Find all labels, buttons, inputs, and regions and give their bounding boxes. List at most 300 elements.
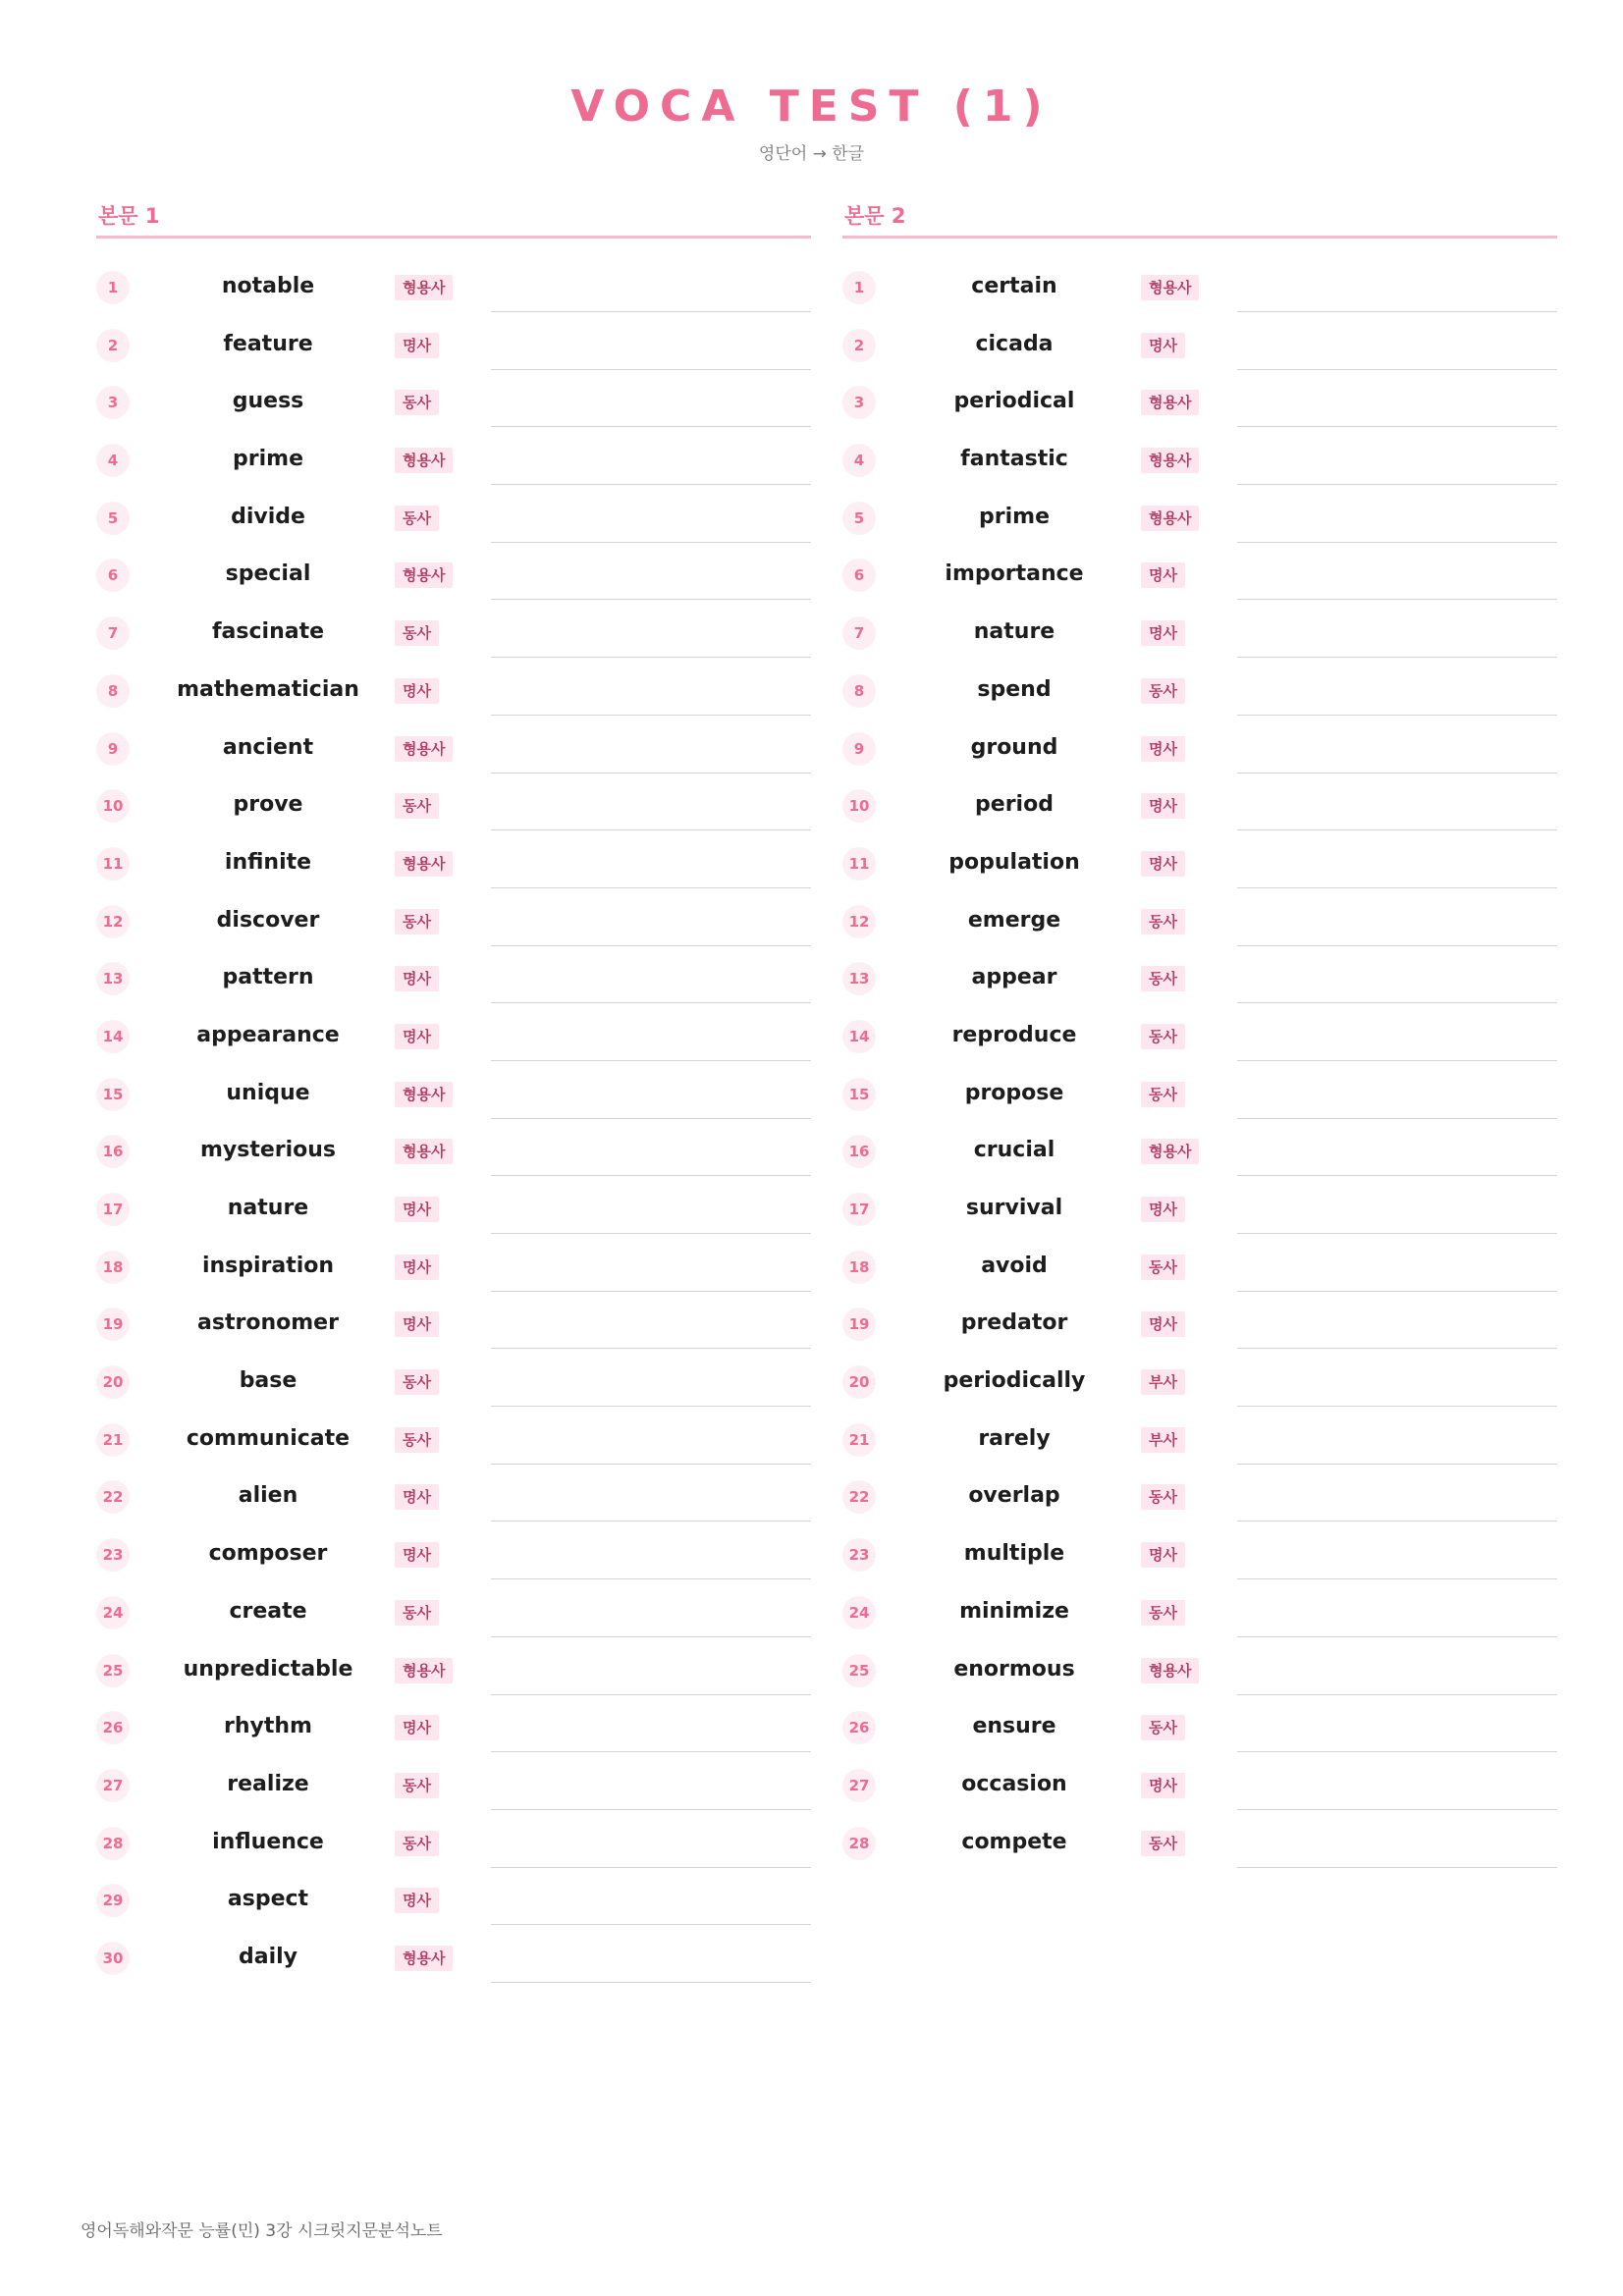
answer-line[interactable]	[1237, 773, 1557, 774]
vocab-word: inspiration	[201, 1253, 335, 1278]
vocab-row	[96, 1178, 811, 1236]
part-of-speech-tag: 명사	[395, 1715, 439, 1740]
vocab-row	[842, 1409, 1557, 1467]
item-number-badge: 5	[842, 502, 876, 535]
answer-line[interactable]	[491, 542, 811, 543]
answer-line[interactable]	[1237, 1694, 1557, 1695]
answer-line[interactable]	[1237, 311, 1557, 312]
vocab-word: ensure	[972, 1714, 1056, 1739]
answer-line[interactable]	[1237, 1521, 1557, 1522]
vocab-word: importance	[945, 561, 1084, 587]
answer-line[interactable]	[491, 1348, 811, 1349]
vocab-word: ground	[970, 734, 1058, 760]
vocab-row	[842, 1120, 1557, 1178]
item-number-badge: 1	[842, 271, 876, 304]
part-of-speech-tag: 명사	[395, 1255, 439, 1280]
vocab-word: discover	[216, 907, 320, 933]
vocab-row	[842, 1293, 1557, 1351]
vocab-word: mathematician	[177, 676, 359, 702]
vocab-word: occasion	[961, 1771, 1067, 1796]
item-number-badge: 11	[842, 847, 876, 881]
answer-line[interactable]	[491, 1406, 811, 1407]
answer-line[interactable]	[1237, 1118, 1557, 1119]
vocab-row	[96, 1696, 811, 1754]
vocab-row	[842, 1178, 1557, 1236]
answer-line[interactable]	[1237, 1233, 1557, 1234]
part-of-speech-tag: 형용사	[395, 851, 453, 877]
item-number-badge: 12	[842, 905, 876, 938]
vocab-row	[842, 890, 1557, 948]
part-of-speech-tag: 부사	[1141, 1427, 1185, 1453]
part-of-speech-tag: 형용사	[1141, 448, 1199, 473]
answer-line[interactable]	[1237, 426, 1557, 427]
item-number-badge: 21	[96, 1423, 130, 1457]
part-of-speech-tag: 동사	[1141, 909, 1185, 934]
answer-line[interactable]	[1237, 369, 1557, 370]
vocab-word: composer	[208, 1541, 328, 1567]
part-of-speech-tag: 형용사	[1141, 1139, 1199, 1164]
item-number-badge: 5	[96, 502, 130, 535]
vocab-row	[842, 487, 1557, 545]
part-of-speech-tag: 형용사	[1141, 390, 1199, 415]
vocab-word: emerge	[967, 907, 1061, 933]
vocab-row	[96, 1581, 811, 1639]
part-of-speech-tag: 형용사	[395, 275, 453, 300]
vocab-row	[842, 947, 1557, 1005]
vocab-row	[96, 1869, 811, 1927]
vocab-word: prime	[979, 504, 1050, 529]
item-number-badge: 28	[842, 1827, 876, 1860]
vocab-word: infinite	[224, 849, 312, 875]
vocab-row	[96, 890, 811, 948]
vocab-row	[96, 832, 811, 890]
item-number-badge: 15	[842, 1078, 876, 1111]
part-of-speech-tag: 명사	[1141, 620, 1185, 646]
vocab-word: appearance	[196, 1022, 340, 1047]
item-number-badge: 16	[842, 1135, 876, 1168]
answer-line[interactable]	[1237, 1809, 1557, 1810]
part-of-speech-tag: 부사	[1141, 1369, 1185, 1395]
answer-line[interactable]	[491, 1751, 811, 1752]
item-number-badge: 13	[842, 962, 876, 995]
vocab-word: prime	[233, 447, 303, 472]
vocab-word: feature	[223, 331, 313, 356]
vocab-row	[842, 1236, 1557, 1294]
vocab-word: aspect	[227, 1887, 309, 1912]
part-of-speech-tag: 동사	[395, 620, 439, 646]
part-of-speech-tag: 명사	[395, 1024, 439, 1049]
vocab-row	[96, 947, 811, 1005]
vocab-word: predator	[960, 1310, 1068, 1336]
item-number-badge: 2	[842, 329, 876, 362]
answer-line[interactable]	[1237, 599, 1557, 600]
vocab-word: astronomer	[197, 1310, 339, 1336]
answer-line[interactable]	[1237, 1751, 1557, 1752]
item-number-badge: 29	[96, 1884, 130, 1917]
vocab-row	[96, 1236, 811, 1294]
answer-line[interactable]	[1237, 1406, 1557, 1407]
part-of-speech-tag: 동사	[1141, 1715, 1185, 1740]
vocab-row	[96, 660, 811, 718]
item-number-badge: 22	[96, 1480, 130, 1514]
part-of-speech-tag: 명사	[1141, 1197, 1185, 1222]
item-number-badge: 23	[96, 1538, 130, 1572]
vocab-word: overlap	[968, 1483, 1060, 1509]
vocab-word: pattern	[222, 965, 314, 990]
part-of-speech-tag: 동사	[1141, 1831, 1185, 1856]
answer-line[interactable]	[491, 1118, 811, 1119]
vocab-word: communicate	[186, 1425, 351, 1451]
vocab-row	[96, 1639, 811, 1697]
part-of-speech-tag: 명사	[1141, 851, 1185, 877]
answer-line[interactable]	[1237, 1348, 1557, 1349]
item-number-badge: 6	[842, 559, 876, 592]
vocab-word: unpredictable	[183, 1656, 353, 1682]
item-number-badge: 27	[96, 1769, 130, 1802]
vocab-word: survival	[965, 1196, 1063, 1220]
answer-line[interactable]	[491, 1521, 811, 1522]
vocab-row	[96, 256, 811, 314]
vocab-row	[96, 429, 811, 487]
vocab-word: guess	[232, 389, 304, 414]
answer-line[interactable]	[491, 1924, 811, 1925]
answer-line[interactable]	[491, 1636, 811, 1637]
item-number-badge: 16	[96, 1135, 130, 1168]
item-number-badge: 21	[842, 1423, 876, 1457]
item-number-badge: 28	[96, 1827, 130, 1860]
section-1-title: 본문 1	[96, 200, 811, 239]
part-of-speech-tag: 동사	[1141, 678, 1185, 704]
part-of-speech-tag: 동사	[1141, 1024, 1185, 1049]
answer-line[interactable]	[1237, 1175, 1557, 1176]
item-number-badge: 30	[96, 1942, 130, 1975]
item-number-badge: 12	[96, 905, 130, 938]
item-number-badge: 20	[96, 1365, 130, 1399]
vocab-row	[842, 1523, 1557, 1581]
part-of-speech-tag: 동사	[395, 1773, 439, 1798]
item-number-badge: 3	[842, 386, 876, 419]
vocab-word: periodically	[943, 1368, 1086, 1394]
vocab-row	[842, 1466, 1557, 1523]
part-of-speech-tag: 동사	[395, 909, 439, 934]
vocab-row	[96, 314, 811, 372]
part-of-speech-tag: 형용사	[395, 1082, 453, 1107]
answer-line[interactable]	[491, 829, 811, 830]
vocab-word: rhythm	[224, 1714, 312, 1739]
answer-line[interactable]	[491, 599, 811, 600]
vocab-word: daily	[238, 1944, 298, 1969]
item-number-badge: 10	[96, 789, 130, 823]
vocab-row	[96, 1120, 811, 1178]
vocab-word: enormous	[953, 1656, 1075, 1682]
vocab-word: notable	[221, 274, 315, 298]
vocab-word: avoid	[981, 1253, 1048, 1278]
vocab-row	[842, 429, 1557, 487]
part-of-speech-tag: 형용사	[395, 1139, 453, 1164]
answer-line[interactable]	[1237, 1464, 1557, 1465]
answer-line[interactable]	[1237, 1636, 1557, 1637]
item-number-badge: 17	[96, 1193, 130, 1226]
vocab-word: reproduce	[951, 1022, 1077, 1047]
part-of-speech-tag: 동사	[1141, 966, 1185, 991]
item-number-badge: 15	[96, 1078, 130, 1111]
answer-line[interactable]	[491, 484, 811, 485]
item-number-badge: 3	[96, 386, 130, 419]
part-of-speech-tag: 명사	[1141, 333, 1185, 358]
answer-line[interactable]	[491, 887, 811, 888]
item-number-badge: 23	[842, 1538, 876, 1572]
answer-line[interactable]	[491, 1175, 811, 1176]
item-number-badge: 7	[96, 616, 130, 650]
part-of-speech-tag: 명사	[1141, 1542, 1185, 1568]
answer-line[interactable]	[1237, 1291, 1557, 1292]
vocab-row	[842, 371, 1557, 429]
vocab-row	[842, 718, 1557, 775]
vocab-row	[842, 1639, 1557, 1697]
answer-line[interactable]	[1237, 829, 1557, 830]
item-number-badge: 8	[842, 674, 876, 708]
vocab-word: base	[239, 1368, 298, 1394]
answer-line[interactable]	[491, 1694, 811, 1695]
vocab-row	[96, 1351, 811, 1409]
vocab-row	[96, 602, 811, 660]
item-number-badge: 24	[842, 1596, 876, 1629]
section-1	[96, 200, 811, 1985]
item-number-badge: 19	[842, 1308, 876, 1341]
answer-line[interactable]	[491, 657, 811, 658]
vocab-word: divide	[231, 504, 305, 529]
page-title: VOCA TEST (1)	[570, 81, 1053, 132]
answer-line[interactable]	[1237, 715, 1557, 716]
part-of-speech-tag: 명사	[395, 333, 439, 358]
part-of-speech-tag: 동사	[1141, 1484, 1185, 1510]
item-number-badge: 14	[842, 1020, 876, 1053]
vocab-row	[842, 256, 1557, 314]
vocab-row	[96, 1409, 811, 1467]
answer-line[interactable]	[491, 773, 811, 774]
page-header	[0, 79, 1623, 165]
vocab-row	[96, 1927, 811, 1985]
item-number-badge: 9	[842, 732, 876, 766]
item-number-badge: 11	[96, 847, 130, 881]
item-number-badge: 24	[96, 1596, 130, 1629]
vocab-row	[842, 314, 1557, 372]
answer-line[interactable]	[1237, 542, 1557, 543]
part-of-speech-tag: 명사	[1141, 1773, 1185, 1798]
vocab-row	[842, 1063, 1557, 1121]
vocab-row	[96, 544, 811, 602]
vocab-row	[842, 1581, 1557, 1639]
vocab-word: periodical	[953, 389, 1075, 414]
item-number-badge: 6	[96, 559, 130, 592]
vocab-row	[842, 544, 1557, 602]
item-number-badge: 4	[842, 444, 876, 477]
vocab-word: compete	[961, 1829, 1067, 1854]
part-of-speech-tag: 명사	[1141, 1311, 1185, 1337]
vocab-row	[842, 660, 1557, 718]
vocab-word: create	[229, 1598, 307, 1624]
section-2-rows	[842, 239, 1557, 1869]
vocab-row	[96, 1523, 811, 1581]
vocab-word: multiple	[963, 1541, 1065, 1567]
answer-line[interactable]	[1237, 1867, 1557, 1868]
answer-line[interactable]	[1237, 1578, 1557, 1579]
answer-line[interactable]	[491, 1002, 811, 1003]
vocab-row	[842, 1696, 1557, 1754]
part-of-speech-tag: 명사	[395, 1888, 439, 1913]
vocab-row	[842, 832, 1557, 890]
part-of-speech-tag: 동사	[395, 793, 439, 819]
vocab-word: ancient	[222, 734, 314, 760]
part-of-speech-tag: 동사	[395, 1600, 439, 1626]
part-of-speech-tag: 동사	[395, 1831, 439, 1856]
answer-line[interactable]	[1237, 945, 1557, 946]
part-of-speech-tag: 동사	[1141, 1255, 1185, 1280]
vocab-word: fascinate	[211, 619, 325, 645]
answer-line[interactable]	[1237, 484, 1557, 485]
vocab-word: spend	[977, 676, 1052, 702]
answer-line[interactable]	[491, 945, 811, 946]
answer-line[interactable]	[491, 1060, 811, 1061]
item-number-badge: 10	[842, 789, 876, 823]
part-of-speech-tag: 형용사	[395, 1946, 453, 1971]
answer-line[interactable]	[1237, 657, 1557, 658]
vocab-word: appear	[971, 965, 1057, 990]
vocab-row	[96, 718, 811, 775]
vocab-word: propose	[964, 1080, 1064, 1105]
vocab-word: cicada	[975, 331, 1054, 356]
part-of-speech-tag: 명사	[395, 966, 439, 991]
page-footer: 영어독해와작문 능률(민) 3강 시크릿지문분석노트	[81, 2221, 443, 2241]
vocab-word: prove	[233, 792, 303, 818]
vocab-word: influence	[212, 1829, 324, 1854]
answer-line[interactable]	[491, 1578, 811, 1579]
item-number-badge: 22	[842, 1480, 876, 1514]
part-of-speech-tag: 동사	[1141, 1082, 1185, 1107]
part-of-speech-tag: 형용사	[395, 562, 453, 588]
vocab-row	[96, 1812, 811, 1870]
vocab-row	[96, 774, 811, 832]
part-of-speech-tag: 동사	[1141, 1600, 1185, 1626]
part-of-speech-tag: 동사	[395, 506, 439, 531]
item-number-badge: 19	[96, 1308, 130, 1341]
item-number-badge: 25	[96, 1654, 130, 1687]
section-2-title: 본문 2	[842, 200, 1557, 239]
answer-line[interactable]	[491, 715, 811, 716]
item-number-badge: 18	[842, 1251, 876, 1284]
item-number-badge: 18	[96, 1251, 130, 1284]
vocab-row	[96, 1293, 811, 1351]
vocab-word: nature	[973, 619, 1055, 645]
vocab-word: realize	[227, 1771, 309, 1796]
answer-line[interactable]	[491, 369, 811, 370]
answer-line[interactable]	[491, 1809, 811, 1810]
vocab-row	[96, 1063, 811, 1121]
vocab-word: certain	[971, 274, 1057, 298]
vocab-word: population	[948, 849, 1080, 875]
part-of-speech-tag: 명사	[1141, 793, 1185, 819]
vocab-word: mysterious	[199, 1138, 337, 1163]
part-of-speech-tag: 동사	[395, 1427, 439, 1453]
part-of-speech-tag: 형용사	[1141, 1658, 1199, 1683]
item-number-badge: 27	[842, 1769, 876, 1802]
vocab-row	[842, 1754, 1557, 1812]
part-of-speech-tag: 명사	[395, 1542, 439, 1568]
answer-line[interactable]	[1237, 887, 1557, 888]
answer-line[interactable]	[1237, 1060, 1557, 1061]
item-number-badge: 17	[842, 1193, 876, 1226]
item-number-badge: 14	[96, 1020, 130, 1053]
answer-line[interactable]	[491, 1291, 811, 1292]
item-number-badge: 25	[842, 1654, 876, 1687]
vocab-word: period	[975, 792, 1054, 818]
answer-line[interactable]	[491, 1464, 811, 1465]
answer-line[interactable]	[491, 1233, 811, 1234]
part-of-speech-tag: 형용사	[395, 448, 453, 473]
section-2	[842, 200, 1557, 1869]
part-of-speech-tag: 명사	[395, 678, 439, 704]
answer-line[interactable]	[491, 1982, 811, 1983]
vocab-row	[96, 1754, 811, 1812]
vocab-word: alien	[238, 1483, 298, 1509]
part-of-speech-tag: 형용사	[395, 1658, 453, 1683]
item-number-badge: 2	[96, 329, 130, 362]
vocab-row	[842, 602, 1557, 660]
vocab-row	[842, 1005, 1557, 1063]
vocab-row	[842, 774, 1557, 832]
part-of-speech-tag: 형용사	[1141, 506, 1199, 531]
vocab-row	[842, 1351, 1557, 1409]
item-number-badge: 9	[96, 732, 130, 766]
part-of-speech-tag: 형용사	[1141, 275, 1199, 300]
part-of-speech-tag: 동사	[395, 1369, 439, 1395]
vocab-row	[842, 1812, 1557, 1870]
vocab-word: unique	[226, 1080, 310, 1105]
item-number-badge: 26	[96, 1711, 130, 1744]
item-number-badge: 1	[96, 271, 130, 304]
part-of-speech-tag: 동사	[395, 390, 439, 415]
vocab-row	[96, 371, 811, 429]
vocab-word: rarely	[978, 1425, 1051, 1451]
vocab-word: crucial	[973, 1138, 1055, 1163]
item-number-badge: 4	[96, 444, 130, 477]
item-number-badge: 13	[96, 962, 130, 995]
part-of-speech-tag: 명사	[1141, 736, 1185, 762]
part-of-speech-tag: 명사	[1141, 562, 1185, 588]
vocab-row	[96, 1005, 811, 1063]
item-number-badge: 20	[842, 1365, 876, 1399]
item-number-badge: 26	[842, 1711, 876, 1744]
answer-line[interactable]	[491, 426, 811, 427]
answer-line[interactable]	[491, 311, 811, 312]
vocab-row	[96, 487, 811, 545]
vocab-word: minimize	[959, 1598, 1069, 1624]
part-of-speech-tag: 명사	[395, 1484, 439, 1510]
item-number-badge: 8	[96, 674, 130, 708]
vocab-word: nature	[227, 1196, 309, 1220]
answer-line[interactable]	[1237, 1002, 1557, 1003]
part-of-speech-tag: 명사	[395, 1197, 439, 1222]
vocab-word: fantastic	[960, 447, 1068, 472]
page-subtitle: 영단어 → 한글	[758, 144, 865, 164]
part-of-speech-tag: 명사	[395, 1311, 439, 1337]
answer-line[interactable]	[491, 1867, 811, 1868]
vocab-word: special	[225, 561, 311, 587]
item-number-badge: 7	[842, 616, 876, 650]
part-of-speech-tag: 형용사	[395, 736, 453, 762]
section-1-rows	[96, 239, 811, 1985]
vocab-row	[96, 1466, 811, 1523]
